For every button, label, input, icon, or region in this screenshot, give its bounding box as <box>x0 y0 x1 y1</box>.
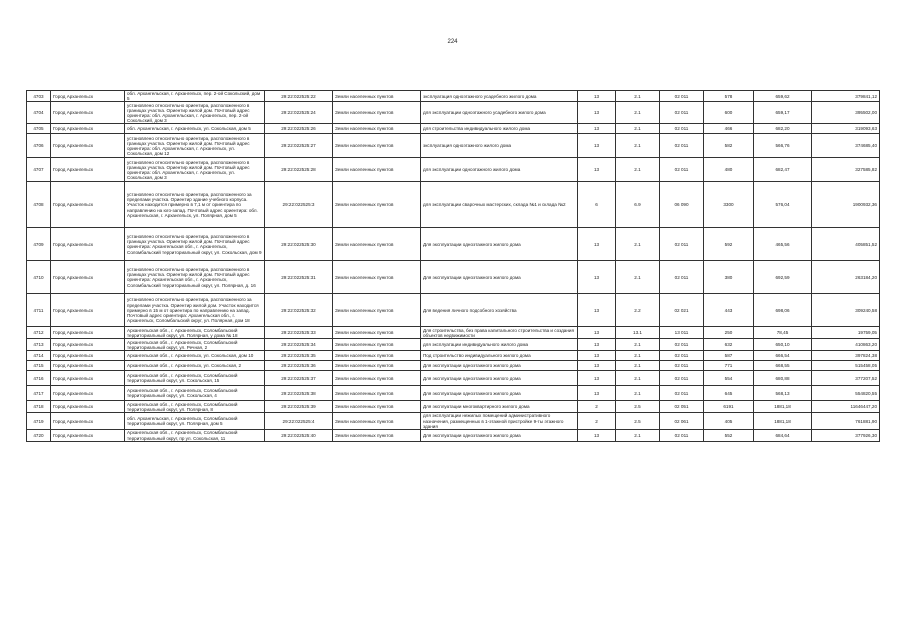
cell-municipality: Город Архангельск <box>51 386 125 401</box>
cell-number: 4704 <box>27 102 51 124</box>
cell-area: 592 <box>704 228 754 261</box>
cell-land-category: Земли населенных пунктов <box>333 413 421 430</box>
cell-municipality: Город Архангельск <box>51 361 125 371</box>
cell-area: 380 <box>704 261 754 294</box>
cell-use-code: 13 011 <box>660 327 704 339</box>
cell-permitted-use: Для эксплуатации одноэтажного жилого дома <box>421 361 578 371</box>
table-row <box>27 361 880 371</box>
cell-address: Архангельская обл., г. Архангельск, ул. Сокольская, 2 <box>125 361 265 371</box>
cell-number: 4715 <box>27 361 51 371</box>
cell-subgroup: 2.1 <box>616 339 660 351</box>
cell-group: 13 <box>578 261 616 294</box>
land-registry-table <box>26 90 880 442</box>
cell-address: установлено относительно ориентира, расположенного за пределами участка. Ориентир жилой дом. Участок находится примерно в 15 м от ориентира по направлению на запад. Почтовый адрес ориентира: Архангельская обл., г. Архангельск, Соломбальский округ, ул. Полярная, дом 18 <box>125 294 265 327</box>
cell-area: 552 <box>704 430 754 442</box>
cell-group: 13 <box>578 294 616 327</box>
cell-cadastral-number: 29:22:022525:31 <box>265 261 333 294</box>
cell-area: 578 <box>704 91 754 102</box>
cell-address: Архангельская обл., г. Архангельск, Соломбальский территориальный округ, ул. Полярная, у дома № 18 <box>125 327 265 339</box>
table-row <box>27 339 880 351</box>
cell-use-code: 02 011 <box>660 102 704 124</box>
cell-land-category: Земли населенных пунктов <box>333 182 421 228</box>
cell-specific-value: 465,56 <box>754 228 812 261</box>
cell-land-category: Земли населенных пунктов <box>333 91 421 102</box>
cell-cadastral-value: 397824,38 <box>812 351 880 361</box>
cell-cadastral-value: 395502,00 <box>812 102 880 124</box>
cell-cadastral-value: 319093,63 <box>812 124 880 134</box>
cell-land-category: Земли населенных пунктов <box>333 339 421 351</box>
cell-group: 13 <box>578 371 616 386</box>
cell-subgroup: 2.1 <box>616 134 660 158</box>
cell-subgroup: 6.9 <box>616 182 660 228</box>
cell-group: 13 <box>578 102 616 124</box>
cell-land-category: Земли населенных пунктов <box>333 134 421 158</box>
cell-subgroup: 2.5 <box>616 413 660 430</box>
cell-address: установлено относительно ориентира, расположенного в границах участка. Ориентир жилой дом. Почтовый адрес ориентира: обл. Архангельская, г. Архангельск, пер. 2-ой Сокольский, дом 3 <box>125 102 265 124</box>
cell-group: 13 <box>578 158 616 182</box>
table-row <box>27 102 880 124</box>
cell-specific-value: 682,47 <box>754 158 812 182</box>
cell-land-category: Земли населенных пунктов <box>333 386 421 401</box>
cell-cadastral-value: 515458,05 <box>812 361 880 371</box>
cell-land-category: Земли населенных пунктов <box>333 327 421 339</box>
cell-use-code: 02 061 <box>660 413 704 430</box>
table-row <box>27 371 880 386</box>
cell-address: Архангельская обл., г. Архангельск, Соломбальский территориальный округ, ул. Полярная, 8 <box>125 401 265 413</box>
cell-specific-value: 698,06 <box>754 294 812 327</box>
cell-use-code: 02 011 <box>660 371 704 386</box>
cell-cadastral-number: 29:22:022525:37 <box>265 371 333 386</box>
cell-specific-value: 650,10 <box>754 339 812 351</box>
cell-municipality: Город Архангельск <box>51 371 125 386</box>
cell-use-code: 02 011 <box>660 386 704 401</box>
cell-subgroup: 2.1 <box>616 430 660 442</box>
cell-use-code: 02 011 <box>660 91 704 102</box>
cell-cadastral-number: 29:22:022525:32 <box>265 294 333 327</box>
cell-specific-value: 684,64 <box>754 430 812 442</box>
table-row <box>27 351 880 361</box>
cell-area: 6191 <box>704 401 754 413</box>
cell-cadastral-number: 29:22:022525:39 <box>265 401 333 413</box>
cell-permitted-use: для строительства индивидуального жилого дома <box>421 124 578 134</box>
cell-area: 443 <box>704 294 754 327</box>
table-row <box>27 401 880 413</box>
cell-number: 4719 <box>27 413 51 430</box>
cell-permitted-use: Для эксплуатации одноэтажного жилого дома <box>421 430 578 442</box>
table-row <box>27 134 880 158</box>
cell-group: 13 <box>578 339 616 351</box>
cell-area: 554 <box>704 371 754 386</box>
cell-group: 6 <box>578 182 616 228</box>
cell-area: 587 <box>704 351 754 361</box>
page-number: 224 <box>447 39 458 45</box>
cell-number: 4709 <box>27 228 51 261</box>
cell-specific-value: 1881,18 <box>754 401 812 413</box>
cell-municipality: Город Архангельск <box>51 413 125 430</box>
cell-specific-value: 78,45 <box>754 327 812 339</box>
cell-area: 632 <box>704 339 754 351</box>
cell-permitted-use: для эксплуатации одноэтажного усадебного жилого дома <box>421 102 578 124</box>
cell-municipality: Город Архангельск <box>51 158 125 182</box>
cell-specific-value: 666,54 <box>754 351 812 361</box>
cell-number: 4717 <box>27 386 51 401</box>
cell-specific-value: 659,17 <box>754 102 812 124</box>
cell-use-code: 02 011 <box>660 361 704 371</box>
cell-address: Архангельская обл., г. Архангельск, Соломбальский территориальный округ, ул. Сокольская, 15 <box>125 371 265 386</box>
cell-cadastral-value: 410863,20 <box>812 339 880 351</box>
cell-area: 600 <box>704 102 754 124</box>
cell-address: обл. Архангельская, г. Архангельск, ул. Сокольская, дом 5 <box>125 124 265 134</box>
cell-permitted-use: эксплуатация одноэтажного жилого дома <box>421 134 578 158</box>
cell-permitted-use: Для эксплуатации одноэтажного жилого дома <box>421 371 578 386</box>
cell-specific-value: 576,04 <box>754 182 812 228</box>
cell-area: 645 <box>704 386 754 401</box>
cell-use-code: 02 011 <box>660 158 704 182</box>
cell-land-category: Земли населенных пунктов <box>333 430 421 442</box>
cell-land-category: Земли населенных пунктов <box>333 351 421 361</box>
cell-area: 466 <box>704 124 754 134</box>
table-row <box>27 430 880 442</box>
cell-permitted-use: эксплуатация одноэтажного усадебного жилого дома <box>421 91 578 102</box>
cell-subgroup: 2.1 <box>616 228 660 261</box>
cell-land-category: Земли населенных пунктов <box>333 294 421 327</box>
cell-specific-value: 680,88 <box>754 371 812 386</box>
cell-municipality: Город Архангельск <box>51 294 125 327</box>
cell-area: 582 <box>704 134 754 158</box>
cell-number: 4720 <box>27 430 51 442</box>
cell-permitted-use: Для эксплуатации одноэтажного жилого дома <box>421 386 578 401</box>
cell-number: 4708 <box>27 182 51 228</box>
cell-subgroup: 2.1 <box>616 158 660 182</box>
cell-subgroup: 2.1 <box>616 261 660 294</box>
cell-cadastral-value: 761881,90 <box>812 413 880 430</box>
cell-address: обл. Архангельская, г. Архангельск, Соломбальский территориальный округ, ул. Полярная, дом 5 <box>125 413 265 430</box>
cell-permitted-use: Для эксплуатации одноэтажного жилого дома <box>421 261 578 294</box>
cell-use-code: 02 011 <box>660 228 704 261</box>
cell-cadastral-number: 29:22:022525:4 <box>265 413 333 430</box>
cell-cadastral-value: 377207,52 <box>812 371 880 386</box>
cell-address: установлено относительно ориентира, расположенного за пределами участка. Ориентир здание учебного корпуса. Участок находится примерно в 7,1 м от ориентира по направлению на юго-запад. Почтовый адрес ориентира: обл. Архангельская, г. Архангельск, ул. Полярная, дом 5 <box>125 182 265 228</box>
cell-number: 4707 <box>27 158 51 182</box>
cell-specific-value: 1881,18 <box>754 413 812 430</box>
cell-subgroup: 2.1 <box>616 371 660 386</box>
cell-specific-value: 659,62 <box>754 91 812 102</box>
cell-group: 13 <box>578 124 616 134</box>
cell-cadastral-number: 29:22:022525:28 <box>265 158 333 182</box>
cell-use-code: 02 011 <box>660 339 704 351</box>
cell-land-category: Земли населенных пунктов <box>333 371 421 386</box>
cell-cadastral-number: 29:22:022525:38 <box>265 386 333 401</box>
cell-subgroup: 2.1 <box>616 386 660 401</box>
cell-permitted-use: Для ведения личного подсобного хозяйства <box>421 294 578 327</box>
cell-municipality: Город Архангельск <box>51 91 125 102</box>
cell-use-code: 02 011 <box>660 261 704 294</box>
cell-cadastral-number: 29:22:022525:3 <box>265 182 333 228</box>
cell-subgroup: 2.1 <box>616 361 660 371</box>
cell-subgroup: 2.2 <box>616 294 660 327</box>
cell-land-category: Земли населенных пунктов <box>333 228 421 261</box>
cell-use-code: 02 011 <box>660 430 704 442</box>
cell-address: Архангельская обл., г. Архангельск, ул. Сокольская, дом 10 <box>125 351 265 361</box>
cell-permitted-use: Под строительство индивидуального жилого дома <box>421 351 578 361</box>
cell-cadastral-number: 29:22:022525:22 <box>265 91 333 102</box>
cell-land-category: Земли населенных пунктов <box>333 361 421 371</box>
cell-number: 4713 <box>27 339 51 351</box>
cell-number: 4710 <box>27 261 51 294</box>
cell-cadastral-value: 309240,58 <box>812 294 880 327</box>
table-row <box>27 294 880 327</box>
cell-group: 13 <box>578 430 616 442</box>
cell-municipality: Город Архангельск <box>51 182 125 228</box>
cell-cadastral-value: 374685,40 <box>812 134 880 158</box>
cell-number: 4706 <box>27 134 51 158</box>
cell-subgroup: 2.5 <box>616 401 660 413</box>
cell-use-code: 02 011 <box>660 351 704 361</box>
table-row <box>27 386 880 401</box>
cell-cadastral-number: 29:22:022525:27 <box>265 134 333 158</box>
cell-area: 771 <box>704 361 754 371</box>
cell-permitted-use: для эксплуатации индивидуального жилого дома <box>421 339 578 351</box>
table-row <box>27 182 880 228</box>
cell-land-category: Земли населенных пунктов <box>333 261 421 294</box>
cell-address: установлено относительно ориентира, расположенного в границах участка. Ориентир жилой дом. Почтовый адрес ориентира: обл. Архангельская, г. Архангельск, ул. Сокольская, дом 3 <box>125 158 265 182</box>
cell-cadastral-value: 19759,05 <box>812 327 880 339</box>
cell-permitted-use: Для строительства, без права капитального строительства и создания объектов недвижимости <box>421 327 578 339</box>
cell-specific-value: 682,20 <box>754 124 812 134</box>
cell-permitted-use: для эксплуатации одноэтажного жилого дома <box>421 158 578 182</box>
cell-subgroup: 13.1 <box>616 327 660 339</box>
cell-cadastral-value: 327585,82 <box>812 158 880 182</box>
cell-municipality: Город Архангельск <box>51 228 125 261</box>
cell-cadastral-value: 263184,20 <box>812 261 880 294</box>
cell-number: 4711 <box>27 294 51 327</box>
cell-municipality: Город Архангельск <box>51 430 125 442</box>
cell-cadastral-number: 29:22:022525:40 <box>265 430 333 442</box>
cell-specific-value: 692,59 <box>754 261 812 294</box>
registry-body <box>27 91 880 442</box>
cell-use-code: 02 021 <box>660 294 704 327</box>
cell-address: обл. Архангельская, г. Архангельск, пер. 2-ой Сокольский, дом 5 <box>125 91 265 102</box>
cell-address: Архангельская обл., г. Архангельск, Соломбальский территориальный округ, ул. Сокольская, 4 <box>125 386 265 401</box>
table-row <box>27 327 880 339</box>
cell-specific-value: 566,76 <box>754 134 812 158</box>
cell-cadastral-value: 377926,30 <box>812 430 880 442</box>
cell-municipality: Город Архангельск <box>51 134 125 158</box>
cell-cadastral-number: 29:22:022525:35 <box>265 351 333 361</box>
cell-number: 4714 <box>27 351 51 361</box>
cell-municipality: Город Архангельск <box>51 102 125 124</box>
cell-address: установлено относительно ориентира, расположенного в границах участка. Ориентир жилой дом. Почтовый адрес ориентира: Архангельская обл., г. Архангельск, Соломбальский территориальный округ, ул. Полярная, д. 16 <box>125 261 265 294</box>
cell-group: 13 <box>578 351 616 361</box>
cell-cadastral-value: 11646447,20 <box>812 401 880 413</box>
cell-cadastral-value: 554820,55 <box>812 386 880 401</box>
cell-cadastral-value: 405851,52 <box>812 228 880 261</box>
table-row <box>27 413 880 430</box>
cell-permitted-use: для эксплуатации сварочных мастерских, склада №1 и склада №2 <box>421 182 578 228</box>
cell-group: 13 <box>578 361 616 371</box>
cell-use-code: 02 011 <box>660 124 704 134</box>
cell-use-code: 06 090 <box>660 182 704 228</box>
cell-group: 13 <box>578 134 616 158</box>
cell-group: 13 <box>578 386 616 401</box>
cell-number: 4716 <box>27 371 51 386</box>
cell-municipality: Город Архангельск <box>51 124 125 134</box>
cell-specific-value: 668,55 <box>754 361 812 371</box>
cell-municipality: Город Архангельск <box>51 339 125 351</box>
cell-area: 480 <box>704 158 754 182</box>
cell-cadastral-number: 29:22:022525:34 <box>265 339 333 351</box>
cell-subgroup: 2.1 <box>616 124 660 134</box>
cell-address: установлено относительно ориентира, расположенного в границах участка. Ориентир жилой дом. Почтовый адрес ориентира: Архангельская обл., г. Архангельск, Соломбальский территориальный округ, ул. Сокольская, дом 9 <box>125 228 265 261</box>
table-row <box>27 124 880 134</box>
table-row <box>27 158 880 182</box>
cell-land-category: Земли населенных пунктов <box>333 401 421 413</box>
cell-municipality: Город Архангельск <box>51 261 125 294</box>
cell-number: 4705 <box>27 124 51 134</box>
cell-use-code: 02 051 <box>660 401 704 413</box>
cell-group: 13 <box>578 228 616 261</box>
cell-cadastral-number: 29:22:022525:26 <box>265 124 333 134</box>
cell-cadastral-value: 1900932,36 <box>812 182 880 228</box>
cell-group: 13 <box>578 91 616 102</box>
cell-specific-value: 568,13 <box>754 386 812 401</box>
cell-area: 3300 <box>704 182 754 228</box>
cell-cadastral-number: 29:22:022525:33 <box>265 327 333 339</box>
cell-address: установлено относительно ориентира, расположенного в границах участка. Ориентир жилой дом. Почтовый адрес ориентира: обл. Архангельская, г. Архангельск, ул. Сокольская, дом 12 <box>125 134 265 158</box>
cell-municipality: Город Архангельск <box>51 327 125 339</box>
cell-address: Архангельская обл., г. Архангельск, Соломбальский территориальный округ, пр ул. Сокольская, 11 <box>125 430 265 442</box>
cell-number: 4712 <box>27 327 51 339</box>
cell-permitted-use: Для эксплуатации многоквартирного жилого дома <box>421 401 578 413</box>
cell-land-category: Земли населенных пунктов <box>333 158 421 182</box>
cell-municipality: Город Архангельск <box>51 351 125 361</box>
cell-subgroup: 2.1 <box>616 102 660 124</box>
cell-use-code: 02 011 <box>660 134 704 158</box>
table-row <box>27 261 880 294</box>
table-row <box>27 228 880 261</box>
cell-area: 405 <box>704 413 754 430</box>
cell-land-category: Земли населенных пунктов <box>333 124 421 134</box>
cell-land-category: Земли населенных пунктов <box>333 102 421 124</box>
cell-subgroup: 2.1 <box>616 351 660 361</box>
table-row <box>27 91 880 102</box>
cell-permitted-use: Для эксплуатации одноэтажного жилого дома <box>421 228 578 261</box>
cell-group: 2 <box>578 401 616 413</box>
cell-number: 4718 <box>27 401 51 413</box>
cell-cadastral-number: 29:22:022525:36 <box>265 361 333 371</box>
cell-group: 13 <box>578 327 616 339</box>
cell-cadastral-number: 29:22:022525:30 <box>265 228 333 261</box>
cell-municipality: Город Архангельск <box>51 401 125 413</box>
cell-cadastral-value: 379841,12 <box>812 91 880 102</box>
cell-address: Архангельская обл., г. Архангельск, Соломбальский территориальный округ, ул. Речная, 2 <box>125 339 265 351</box>
cell-number: 4703 <box>27 91 51 102</box>
cell-subgroup: 2.1 <box>616 91 660 102</box>
cell-cadastral-number: 29:22:022525:24 <box>265 102 333 124</box>
cell-group: 2 <box>578 413 616 430</box>
cell-area: 250 <box>704 327 754 339</box>
cell-permitted-use: для эксплуатации нежилых помещений административного назначения, размещенных в 1-этажной пристройке 9-ты этажного здания <box>421 413 578 430</box>
